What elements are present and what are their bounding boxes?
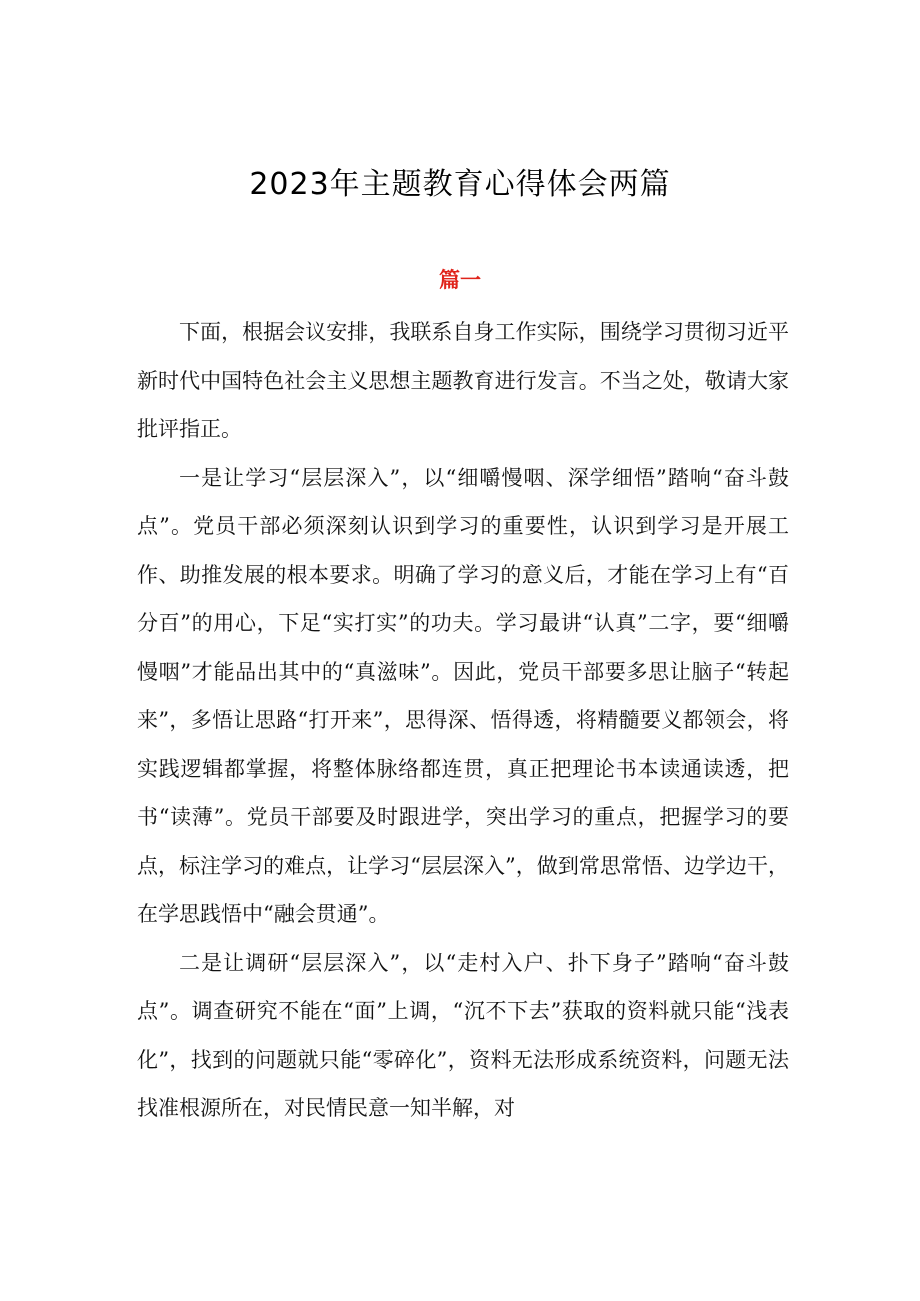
paragraph-point-two: 二是让调研“层层深入”，以“走村入户、扑下身子”踏响“奋斗鼓点”。调查研究不能在“面”上调，“沉不下去”获取的资料就只能“浅表化”，找到的问题就只能“零碎化”，资料无法形成系统资料，问题无法找准根源所在，对民情民意一知半解，对	[137, 950, 789, 1120]
document-body	[137, 308, 789, 1133]
document-title: 2023年主题教育心得体会两篇	[249, 167, 671, 202]
paragraph-point-one: 一是让学习“层层深入”，以“细嚼慢咽、深学细悟”踏响“奋斗鼓点”。党员干部必须深刻认识到学习的重要性，认识到学习是开展工作、助推发展的根本要求。明确了学习的意义后，才能在学习上有“百分百”的用心，下足“实打实”的功夫。学习最讲“认真”二字，要“细嚼慢咽”才能品出其中的“真滋味”。因此，党员干部要多思让脑子“转起来”，多悟让思路“打开来”，思得深、悟得透，将精髓要义都领会，将实践逻辑都掌握，将整体脉络都连贯，真正把理论书本读通读透，把书“读薄”。党员干部要及时跟进学，突出学习的重点，把握学习的要点，标注学习的难点，让学习“层层深入”，做到常思常悟、边学边干，在学思践悟中“融会贯通”。	[137, 465, 789, 926]
paragraph-intro: 下面，根据会议安排，我联系自身工作实际，围绕学习贯彻习近平新时代中国特色社会主义思想主题教育进行发言。不当之处，敬请大家批评指正。	[137, 320, 789, 441]
section-heading: 篇一	[439, 268, 481, 292]
